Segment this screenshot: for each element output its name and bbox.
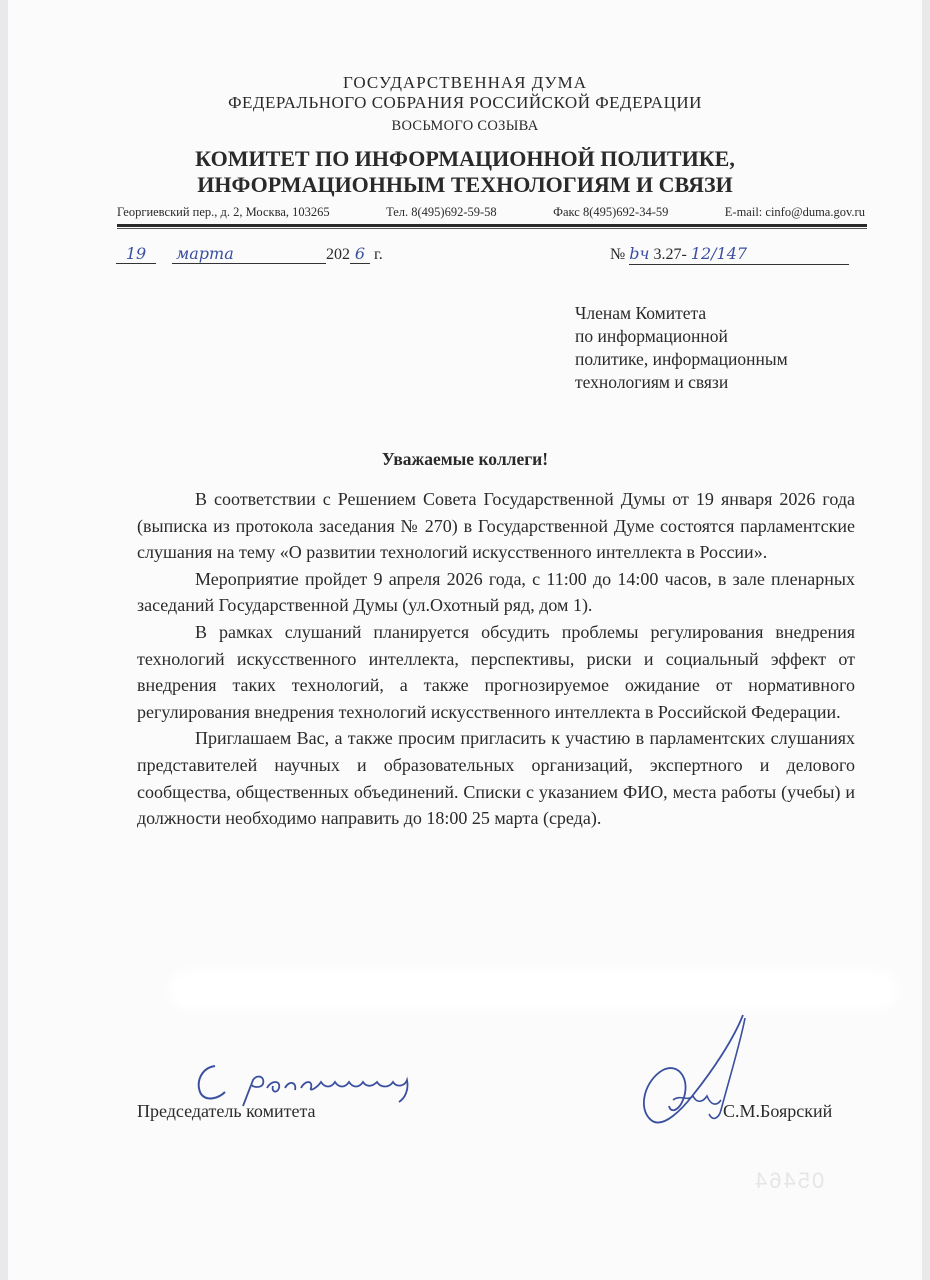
addressee-line: политике, информационным: [575, 349, 788, 369]
letter-body: [137, 486, 855, 832]
postal-address: Георгиевский пер., д. 2, Москва, 103265: [117, 205, 330, 219]
letter-date: [116, 244, 383, 264]
reference-handwritten-suffix: 12/147: [690, 244, 748, 263]
convocation: ВОСЬМОГО СОЗЫВА: [391, 118, 539, 134]
addressee-line: Членам Комитета: [575, 303, 707, 323]
reference-number: [610, 244, 849, 265]
contact-line: [117, 205, 865, 220]
reference-handwritten-prefix: bч: [629, 244, 650, 263]
body-paragraph: В рамках слушаний планируется обсудить проблемы регулирования внедрения технологий искусственного интеллекта, перспективы, риски и социальный эффект от внедрения таких технологий, а также прогнозируемое ожидание от нормативного регулирования внедрения технологий искусственного интеллекта в Российской Федерации.: [137, 621, 855, 722]
email-address: E-mail: cinfo@duma.gov.ru: [724, 205, 865, 219]
redacted-area: [168, 970, 898, 1010]
date-day: 19: [116, 244, 156, 264]
date-year-mark: г.: [374, 246, 383, 263]
body-paragraph: Мероприятие пройдет 9 апреля 2026 года, с 11:00 до 14:00 часов, в зале пленарных заседаний Государственной Думы (ул.Охотный ряд, дом 1).: [137, 568, 855, 616]
org-title: ГОСУДАРСТВЕННАЯ ДУМА: [343, 73, 587, 92]
date-year-suffix: 6: [350, 244, 370, 264]
phone-number: Тел. 8(495)692-59-58: [386, 205, 497, 219]
addressee-line: технологиям и связи: [575, 372, 729, 392]
committee-name-line1: КОМИТЕТ ПО ИНФОРМАЦИОННОЙ ПОЛИТИКЕ,: [195, 146, 735, 171]
reference-label: №: [610, 246, 626, 263]
committee-name: [8, 146, 922, 198]
greeting: Уважаемые коллеги!: [381, 449, 549, 469]
body-paragraph: Приглашаем Вас, а также просим пригласить к участию в парламентских слушаниях представителей научных и образовательных организаций, экспертного и делового сообщества, общественных объединений. Списки с указанием ФИО, места работы (учебы) и должности необходимо направить до 18:00 25 марта (среда).: [137, 728, 855, 829]
bleed-through-mark: 05464: [753, 1168, 825, 1193]
addressee-block: [575, 302, 788, 394]
signatory-name: С.М.Боярский: [723, 1101, 833, 1121]
date-month: марта: [172, 244, 326, 264]
org-subtitle: ФЕДЕРАЛЬНОГО СОБРАНИЯ РОССИЙСКОЙ ФЕДЕРАЦИИ: [228, 93, 702, 112]
addressee-line: по информационной: [575, 326, 728, 346]
reference-printed: 3.27-: [653, 246, 687, 263]
header-rule: [117, 224, 867, 227]
date-year-prefix: 202: [326, 246, 350, 263]
fax-number: Факс 8(495)692-34-59: [553, 205, 669, 219]
header-rule-thin: [117, 228, 867, 229]
letter-page: [8, 0, 922, 1280]
signatory-position: Председатель комитета: [137, 1101, 316, 1121]
body-paragraph: В соответствии с Решением Совета Государственной Думы от 19 января 2026 года (выписка из протокола заседания № 270) в Государственной Думе состоятся парламентские слушания на тему «О развитии технологий искусственного интеллекта в России».: [137, 489, 855, 563]
committee-name-line2: ИНФОРМАЦИОННЫМ ТЕХНОЛОГИЯМ И СВЯЗИ: [197, 172, 733, 197]
